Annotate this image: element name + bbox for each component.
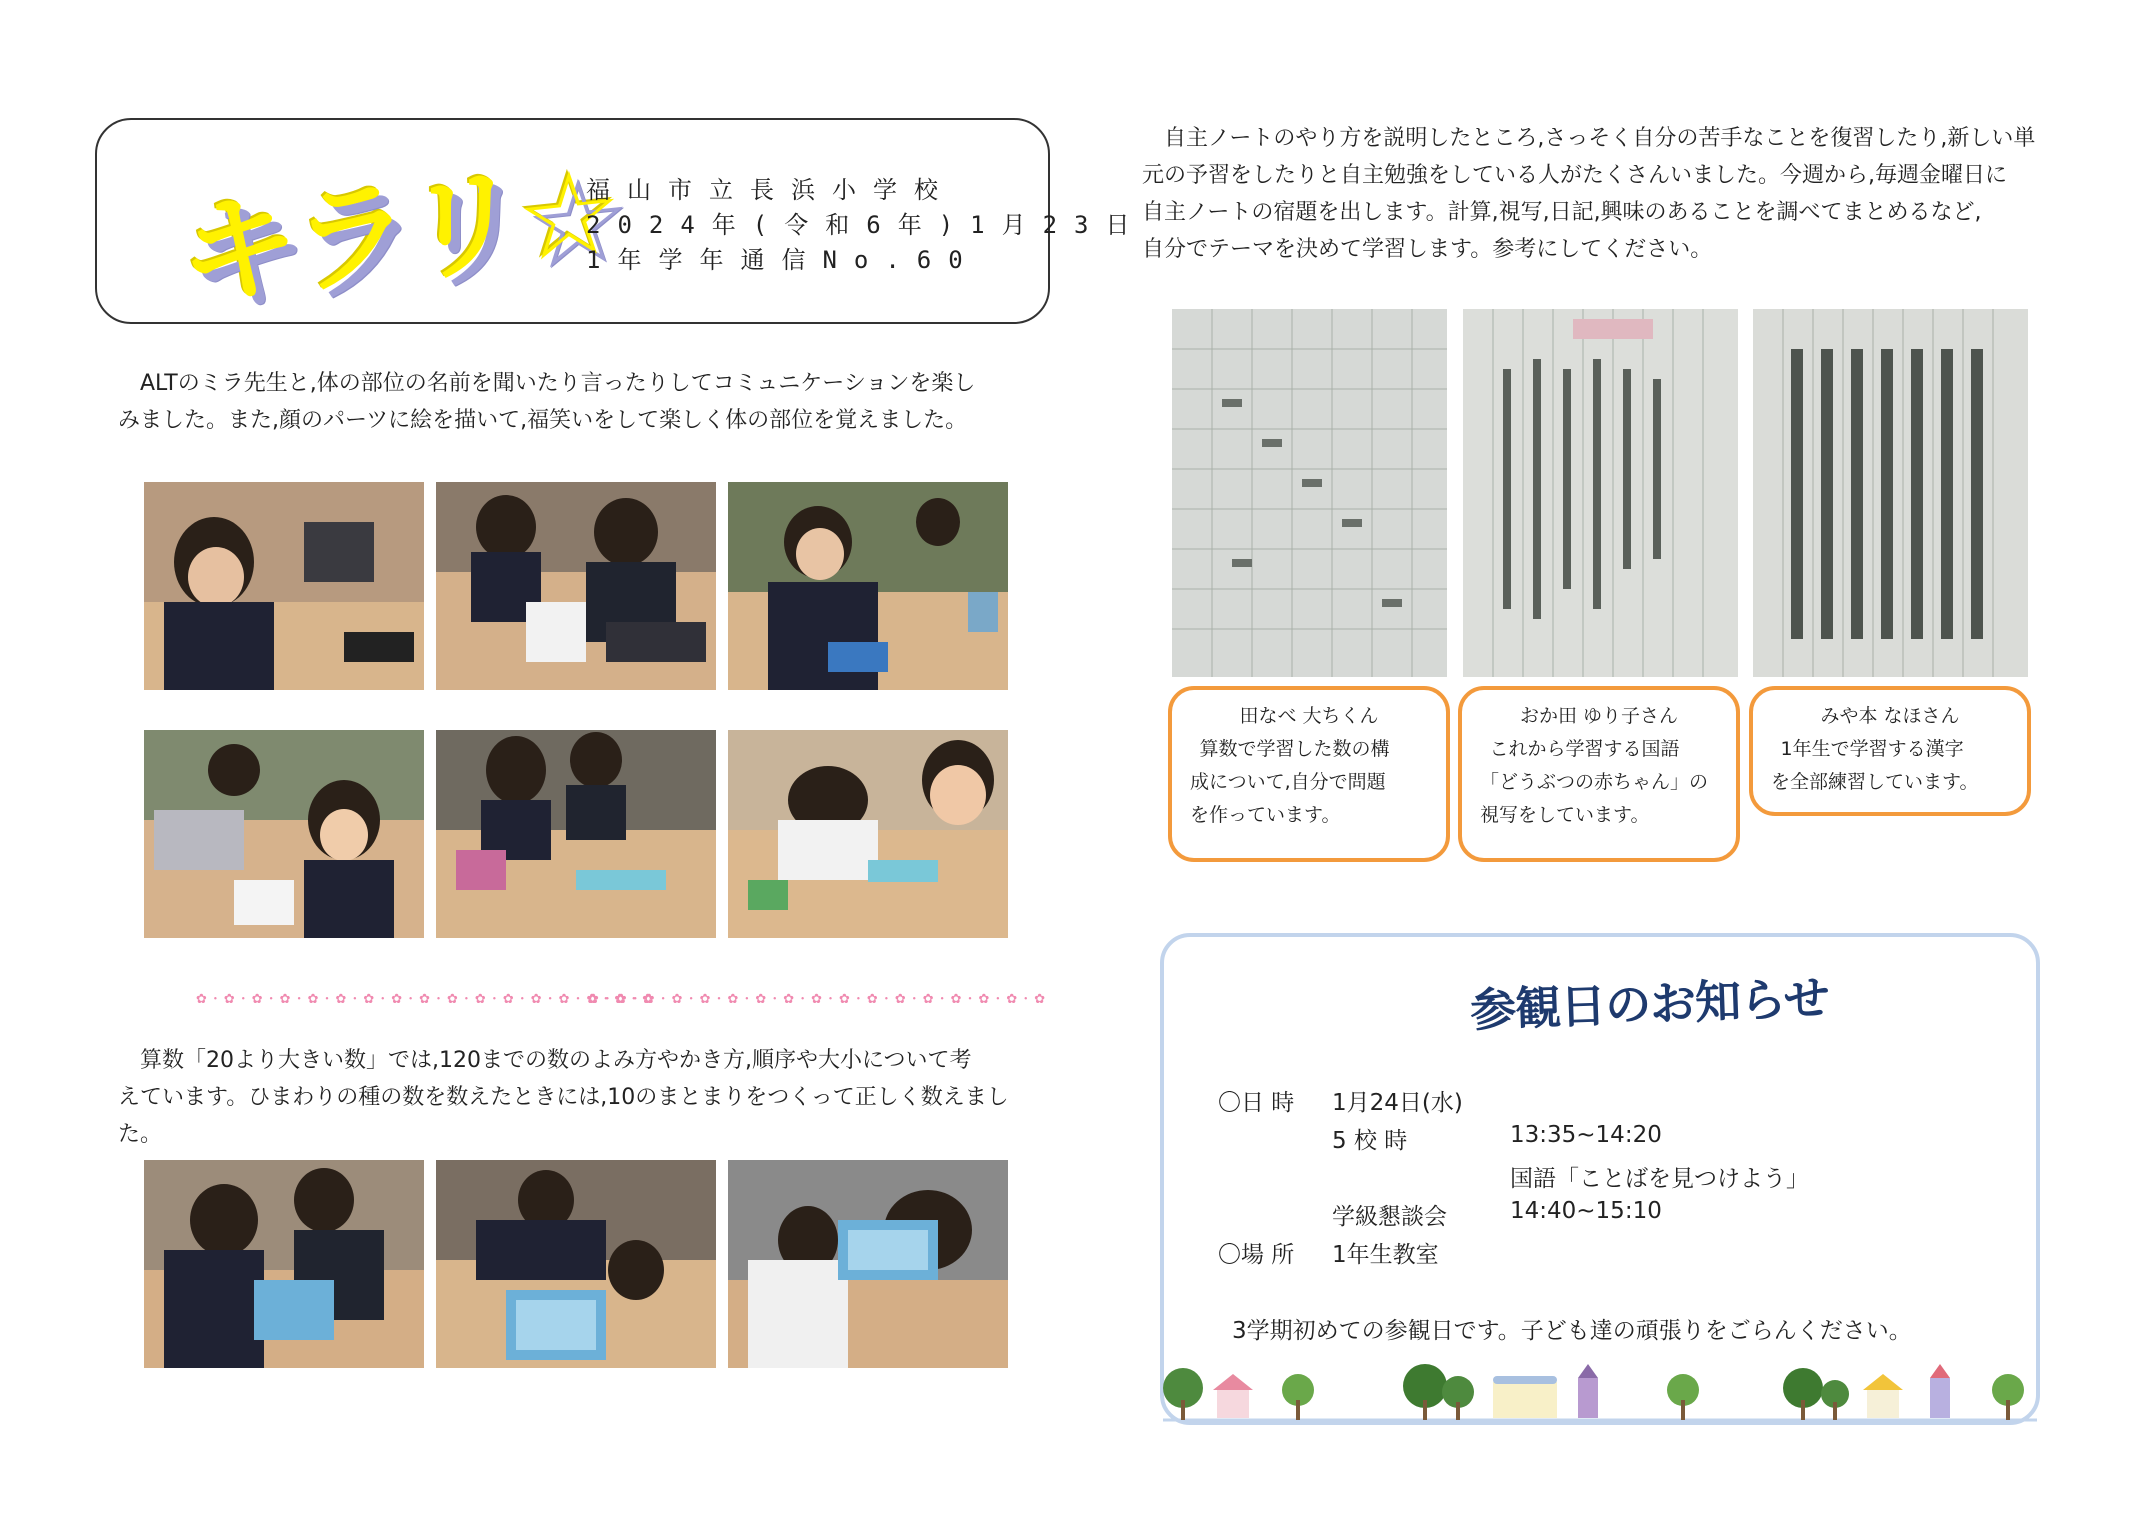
math-text-line-2: えています。ひまわりの種の数を数えたときには,10のまとまりをつくって正しく数えまし bbox=[118, 1085, 1009, 1110]
math-text-line-1: 算数「20より大きい数」では,120までの数のよみ方やかき方,順序や大小について考 bbox=[140, 1048, 972, 1073]
caption-1-line-1: 算数で学習した数の構 bbox=[1199, 738, 1390, 760]
caption-2-line-1: これから学習する国語 bbox=[1489, 738, 1680, 760]
notice-meeting-time: 14:40~15:10 bbox=[1510, 1198, 1662, 1224]
caption-2-line-3: 視写をしています。 bbox=[1480, 804, 1650, 826]
notebook-photo-2 bbox=[1463, 309, 1738, 677]
notebook-photo-3 bbox=[1753, 309, 2028, 677]
alt-photo-1 bbox=[144, 482, 424, 690]
notebook-photo-1 bbox=[1172, 309, 1447, 677]
math-photo-2 bbox=[436, 1160, 716, 1368]
notice-place-label: 〇場 所 bbox=[1218, 1242, 1295, 1268]
math-photo-1 bbox=[144, 1160, 424, 1368]
notebook-text-line-1: 自主ノートのやり方を説明したところ,さっそく自分の苦手なことを復習したり,新しい単 bbox=[1164, 126, 2036, 151]
tower-icon bbox=[1930, 1364, 1950, 1418]
school-name: 福山市立長浜小学校 bbox=[586, 176, 955, 204]
notebook-text-line-4: 自分でテーマを決めて学習します。参考にしてください。 bbox=[1142, 237, 1713, 262]
alt-photo-3 bbox=[728, 482, 1008, 690]
notice-subject: 国語「ことばを見つけよう」 bbox=[1510, 1166, 1809, 1192]
caption-3-name: みや本 なほさん bbox=[1820, 705, 1960, 727]
kirari-logo: キラリ☆ bbox=[180, 141, 616, 325]
alt-paragraph bbox=[118, 365, 1038, 439]
notebook-text-line-2: 元の予習をしたりと自主勉強をしている人がたくさんいました。今週から,毎週金曜日に bbox=[1142, 163, 2007, 188]
caption-2-name: おか田 ゆり子さん bbox=[1519, 705, 1679, 727]
notice-message: 3学期初めての参観日です。子ども達の頑張りをごらんください。 bbox=[1232, 1318, 1912, 1344]
caption-1-line-3: を作っています。 bbox=[1190, 804, 1341, 826]
building-icon bbox=[1493, 1376, 1557, 1418]
tree-icon bbox=[1282, 1374, 1314, 1420]
tree-icon bbox=[1403, 1364, 1447, 1420]
notice-date: 1月24日(水) bbox=[1332, 1090, 1463, 1116]
tree-icon bbox=[1821, 1380, 1849, 1420]
math-text-line-3: た。 bbox=[118, 1122, 163, 1147]
tree-icon bbox=[1442, 1376, 1474, 1420]
alt-text-line-2: みました。また,顔のパーツに絵を描いて,福笑いをして楽しく体の部位を覚えました。 bbox=[118, 408, 968, 433]
notice-meeting-label: 学級懇談会 bbox=[1332, 1204, 1447, 1230]
math-photo-3 bbox=[728, 1160, 1008, 1368]
house-icon bbox=[1863, 1374, 1903, 1418]
notebook-paragraph bbox=[1142, 120, 2062, 268]
alt-photo-2 bbox=[436, 482, 716, 690]
house-icon bbox=[1213, 1374, 1253, 1418]
math-paragraph bbox=[118, 1042, 1048, 1153]
alt-photo-5 bbox=[436, 730, 716, 938]
tower-icon bbox=[1578, 1364, 1598, 1418]
notice-title: 参観日のお知らせ bbox=[1469, 970, 1830, 1038]
issue-date: 2024年(令和6年)1月23日 bbox=[586, 211, 1147, 239]
alt-photo-4 bbox=[144, 730, 424, 938]
notebook-text-line-3: 自主ノートの宿題を出します。計算,視写,日記,興味のあることを調べてまとめるなど, bbox=[1142, 200, 1982, 225]
notice-period-label: 5 校 時 bbox=[1332, 1128, 1408, 1154]
notice-period-time: 13:35~14:20 bbox=[1510, 1122, 1662, 1148]
caption-bubble-3 bbox=[1749, 686, 2031, 816]
tree-icon bbox=[1783, 1368, 1823, 1420]
caption-1-name: 田なべ 大ちくん bbox=[1239, 705, 1379, 727]
caption-2-line-2: 「どうぶつの赤ちゃん」の bbox=[1480, 771, 1709, 793]
tree-icon bbox=[1667, 1374, 1699, 1420]
alt-text-line-1: ALTのミラ先生と,体の部位の名前を聞いたり言ったりしてコミュニケーションを楽し bbox=[140, 371, 976, 396]
notice-time-label: 〇日 時 bbox=[1218, 1090, 1295, 1116]
issue-number: 1年学年通信No.60 bbox=[586, 246, 980, 274]
caption-3-line-2: を全部練習しています。 bbox=[1771, 771, 1979, 793]
notice-place: 1年生教室 bbox=[1332, 1242, 1439, 1268]
alt-photo-6 bbox=[728, 730, 1008, 938]
tree-icon bbox=[1992, 1374, 2024, 1420]
caption-bubble-1 bbox=[1168, 686, 1450, 862]
tree-icon bbox=[1163, 1368, 1203, 1420]
flower-divider-left: ✿・✿・✿・✿・✿・✿・✿・✿・✿・✿・✿・✿・✿・✿・✿・✿・✿ bbox=[196, 992, 656, 1007]
caption-3-line-1: 1年生で学習する漢字 bbox=[1780, 738, 1964, 760]
caption-bubble-2 bbox=[1458, 686, 1740, 862]
flower-divider-right: ✿・✿・✿・✿・✿・✿・✿・✿・✿・✿・✿・✿・✿・✿・✿・✿・✿ bbox=[588, 992, 1048, 1007]
town-illustration bbox=[1163, 1360, 2037, 1422]
caption-1-line-2: 成について,自分で問題 bbox=[1190, 771, 1386, 793]
